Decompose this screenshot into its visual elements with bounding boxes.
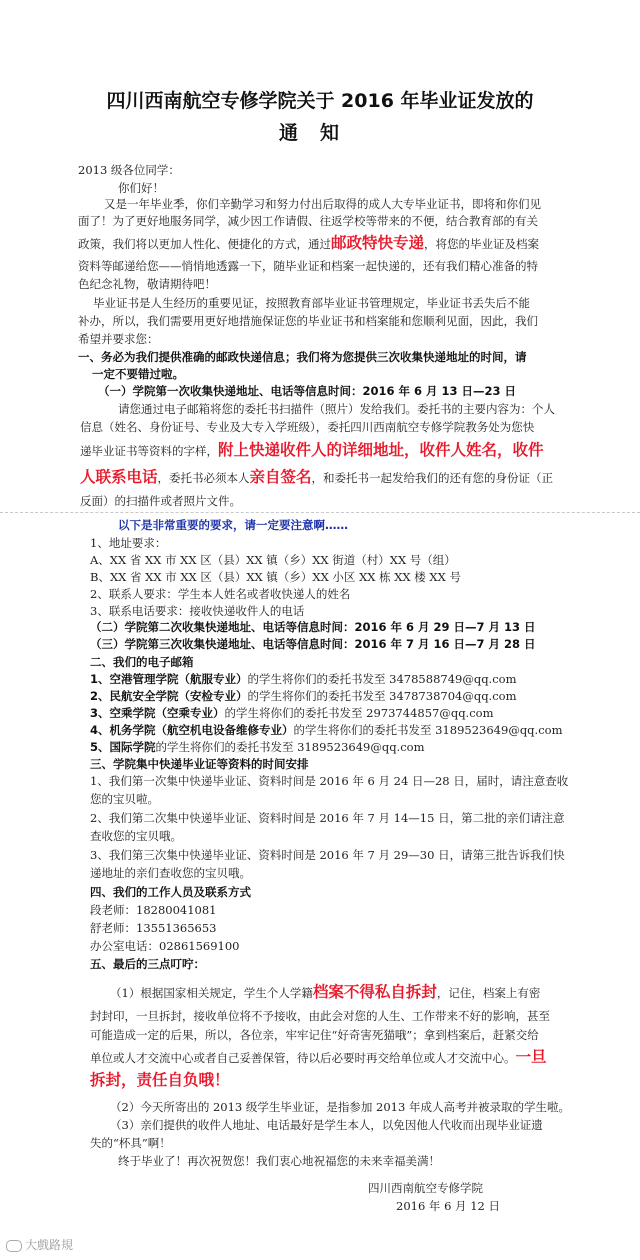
section2-heading: 二、我们的电子邮箱: [90, 655, 194, 669]
email-item-1: 1、空港管理学院（航服专业）的学生将你们的委托书发至 3478588749@qq.com: [90, 672, 517, 686]
section1-body-line3: 递毕业证书等资料的字样，附上快递收件人的详细地址，收件人姓名，收件: [80, 441, 544, 459]
collection-third: （三）学院第三次收集快递地址、电话等信息时间：2016 年 7 月 16 日—7 月 28 日: [90, 637, 536, 651]
section1-body-line2: 信息（姓名、身份证号、专业及大专入学班级），委托四川西南航空专修学院教务处为您快: [80, 420, 535, 434]
para2-line2: 补办，所以，我们需要用更好地措施保证您的毕业证书和档案能和您顺利见面，因此，我们: [78, 314, 538, 328]
shipping-3-line2: 递地址的亲们查收您的宝贝哦。: [90, 866, 251, 880]
contact-shu: 舒老师：13551365653: [90, 921, 217, 935]
reminder3-line2: 失的“杯具”啊！: [90, 1136, 171, 1150]
watermark: 大戲路規: [6, 1236, 73, 1253]
para1-line5: 色纪念礼物，敬请期待吧！: [78, 277, 216, 291]
section4-heading: 四、我们的工作人员及联系方式: [90, 885, 251, 899]
contact-duan: 段老师：18280041081: [90, 903, 217, 917]
closing-wishes: 终于毕业了！再次祝贺您！我们衷心地祝福您的未来幸福美满！: [118, 1154, 440, 1168]
para2-line1: 毕业证书是人生经历的重要见证，按照教育部毕业证书管理规定，毕业证书丢失后不能: [93, 296, 530, 310]
shipping-2-line1: 2、我们第二次集中快递毕业证、资料时间是 2016 年 7 月 14—15 日，第二批的亲们请注意: [90, 811, 565, 825]
shipping-2-line2: 查收您的宝贝哦。: [90, 829, 182, 843]
email-item-2: 2、民航安全学院（安检专业）的学生将你们的委托书发至 3478738704@qq.com: [90, 689, 517, 703]
greeting: 你们好！: [118, 181, 164, 195]
section3-heading: 三、学院集中快递毕业证等资料的时间安排: [90, 757, 309, 771]
address-format-b: B、XX 省 XX 市 XX 区（县）XX 镇（乡）XX 小区 XX 栋 XX 楼 XX 号: [90, 570, 461, 584]
highlight-phone: 人联系电话: [80, 468, 158, 486]
shipping-3-line1: 3、我们第三次集中快递毕业证、资料时间是 2016 年 7 月 29—30 日，请第三批告诉我们快: [90, 848, 565, 862]
highlight-ems: 邮政特快专递: [331, 234, 425, 252]
section1-heading: 一、务必为我们提供准确的邮政快递信息；我们将为您提供三次收集快递地址的时间，请: [78, 350, 527, 364]
document-title: 四川西南航空专修学院关于 2016 年毕业证发放的: [106, 90, 534, 112]
section1-sub1: （一）学院第一次收集快递地址、电话等信息时间：2016 年 6 月 13 日—23 日: [98, 384, 517, 398]
highlight-no-unseal: 档案不得私自拆封: [312, 983, 437, 1001]
address-req-heading: 1、地址要求：: [90, 536, 167, 550]
reminder1-line2: 封封印，一旦拆封，接收单位将不予接收，由此会对您的人生、工作带来不好的影响，甚至: [90, 1009, 550, 1023]
email-item-4: 4、机务学院（航空机电设备维修专业）的学生将你们的委托书发至 3189523649@qq.com: [90, 723, 563, 737]
collection-second: （二）学院第二次收集快递地址、电话等信息时间：2016 年 6 月 29 日—7 月 13 日: [90, 620, 536, 634]
reminder1-line4: 单位或人才交流中心或者自己妥善保管，待以后必要时再交给单位或人才交流中心。一旦: [90, 1048, 547, 1066]
section5-heading: 五、最后的三点叮咛：: [90, 957, 205, 971]
email-item-5: 5、国际学院的学生将你们的委托书发至 3189523649@qq.com: [90, 740, 425, 754]
page-divider: [0, 512, 640, 513]
important-notice: 以下是非常重要的要求，请一定要注意啊……: [118, 518, 348, 532]
phone-req: 3、联系电话要求：接收快递收件人的电话: [90, 604, 305, 618]
para1-line2: 面了！为了更好地服务同学，减少因工作请假、往返学校等带来的不便，结合教育部的有关: [78, 214, 538, 228]
shipping-1-line2: 您的宝贝啦。: [90, 792, 159, 806]
reminder1-line3: 可能造成一定的后果，所以，各位亲，牢牢记住“好奇害死猫哦”；拿到档案后，赶紧交给: [90, 1028, 539, 1042]
document-title-notice: 通知: [278, 122, 361, 144]
section1-body-line4: 人联系电话，委托书必须本人亲自签名，和委托书一起发给我们的还有您的身份证（正: [80, 468, 554, 486]
contact-req: 2、联系人要求：学生本人姓名或者收快递人的姓名: [90, 587, 351, 601]
email-item-3: 3、空乘学院（空乘专业）的学生将你们的委托书发至 2973744857@qq.com: [90, 706, 494, 720]
watermark-logo-icon: [6, 1240, 22, 1252]
para1-line1: 又是一年毕业季，你们辛勤学习和努力付出后取得的成人大专毕业证书，即将和你们见: [104, 197, 541, 211]
para1-line4: 资料等邮递给您——悄悄地透露一下，随毕业证和档案一起快递的，还有我们精心准备的特: [78, 259, 538, 273]
address-format-a: A、XX 省 XX 市 XX 区（县）XX 镇（乡）XX 街道（村）XX 号（组）: [90, 553, 456, 567]
reminder1-line1: （1）根据国家相关规定，学生个人学籍档案不得私自拆封，记住，档案上有密: [110, 983, 541, 1001]
contact-office: 办公室电话：02861569100: [90, 939, 240, 953]
section1-body-line1: 请您通过电子邮箱将您的委托书扫描件（照片）发给我们。委托书的主要内容为：个人: [118, 402, 555, 416]
section1-heading-cont: 一定不要错过啦。: [92, 367, 184, 381]
reminder3-line1: （3）亲们提供的收件人地址、电话最好是学生本人，以免因他人代收而出现毕业证遗: [110, 1118, 543, 1132]
shipping-1-line1: 1、我们第一次集中快递毕业证、资料时间是 2016 年 6 月 24 日—28 日，届时，请注意查收: [90, 774, 569, 788]
para1-line3: 政策，我们将以更加人性化、便捷化的方式，通过邮政特快专递，将您的毕业证及档案: [78, 234, 540, 252]
para2-line3: 希望并要求您：: [78, 332, 159, 346]
highlight-once: 一旦: [515, 1048, 547, 1066]
reminder2: （2）今天所寄出的 2013 级学生毕业证，是指参加 2013 年成人高考并被录取的学生啦。: [110, 1100, 570, 1114]
highlight-signature: 亲自签名: [249, 468, 312, 486]
section1-body-line5: 反面）的扫描件或者照片文件。: [80, 494, 241, 508]
highlight-responsibility: 拆封，责任自负哦！: [90, 1071, 230, 1089]
signature-date: 2016 年 6 月 12 日: [396, 1199, 500, 1213]
highlight-recipient-info: 附上快递收件人的详细地址，收件人姓名，收件: [218, 441, 544, 459]
signature-org: 四川西南航空专修学院: [368, 1181, 483, 1195]
salutation: 2013 级各位同学：: [78, 163, 180, 177]
